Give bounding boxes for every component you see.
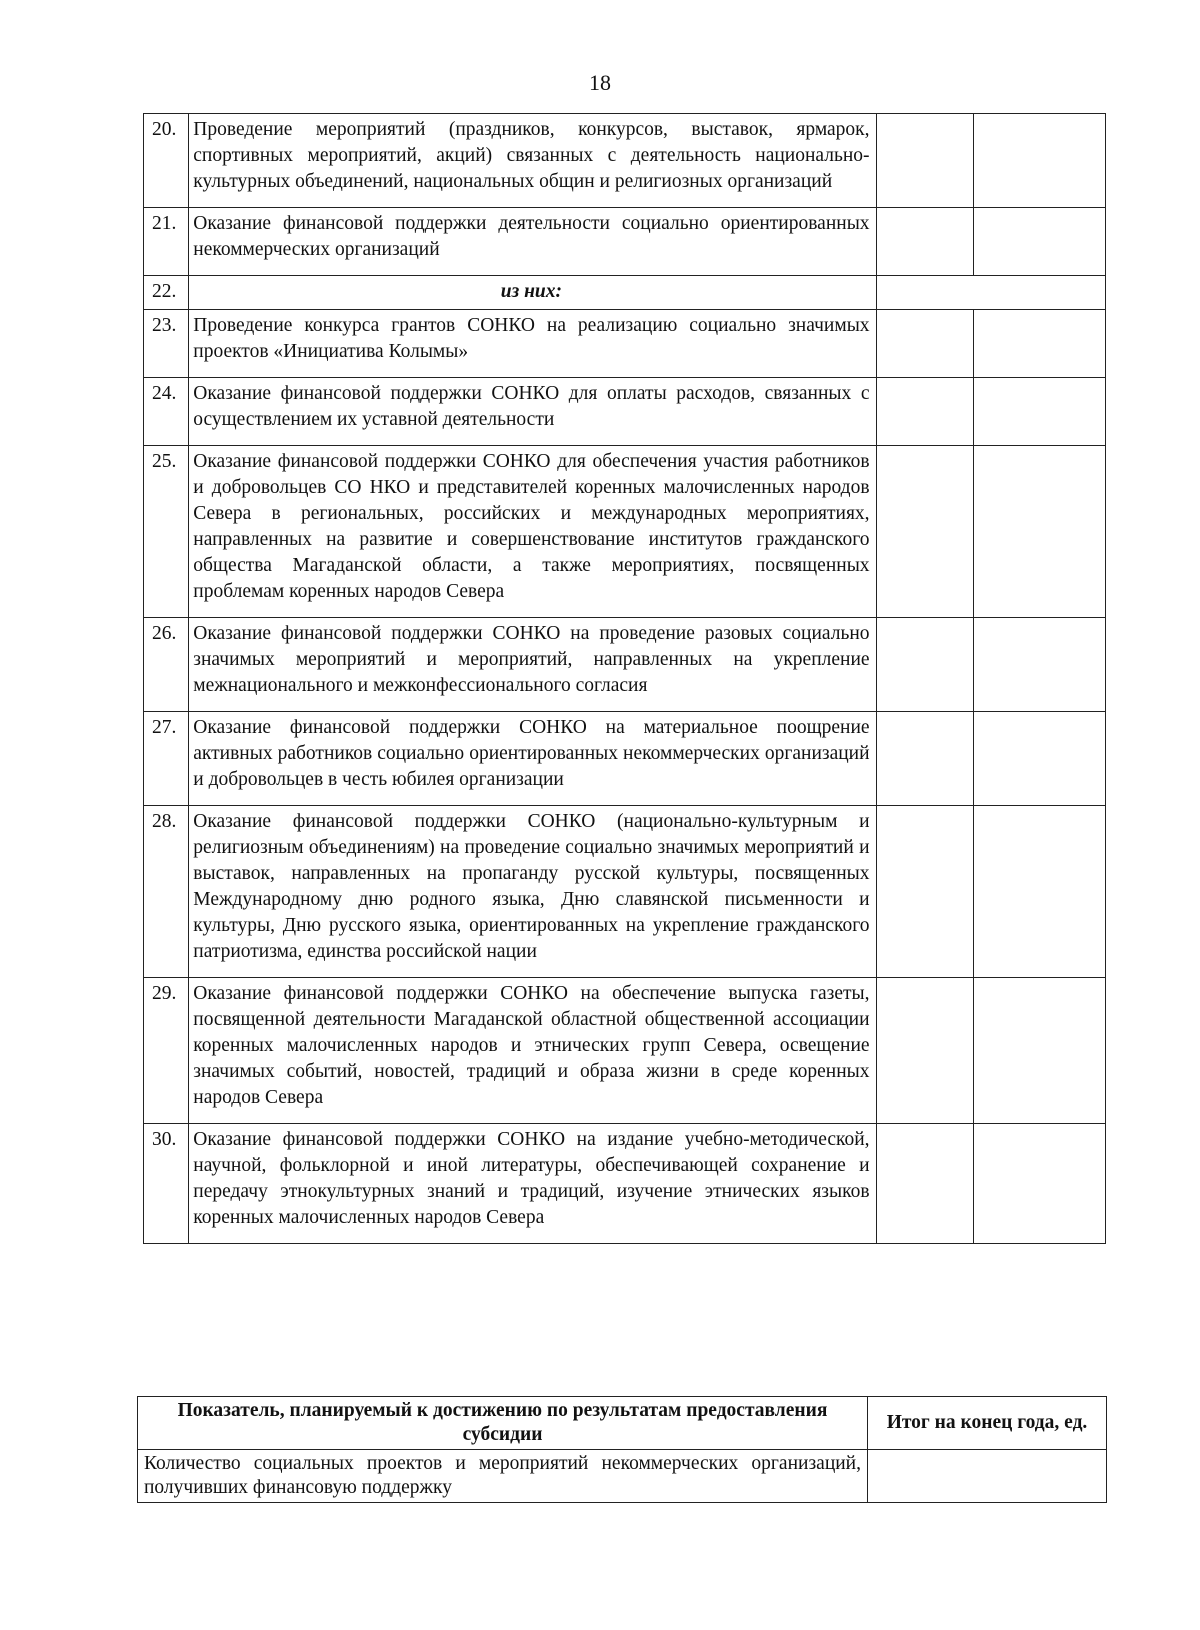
value-cell <box>876 618 974 712</box>
value-cell <box>876 276 1105 310</box>
value-cell <box>974 712 1106 806</box>
value-cell <box>876 114 974 208</box>
row-text: Оказание финансовой поддержки СОНКО на проведение разовых социально значимых мероприятий и мероприятий, направленных на укрепление межнационального и межконфессионального согласия <box>189 618 876 712</box>
row-text: Оказание финансовой поддержки СОНКО на материальное поощрение активных работников социально ориентированных некоммерческих организаций и добровольцев в честь юбилея организации <box>189 712 876 806</box>
value-cell <box>876 978 974 1124</box>
table-row <box>144 618 1106 712</box>
subheading: из них: <box>189 276 876 310</box>
row-text: Оказание финансовой поддержки СОНКО (национально-культурным и религиозным объединениям) на проведение социально значимых мероприятий и выставок, направленных на пропаганду русской культуры, посвященных Международному дню родного языка, Дню славянской письменности и культуры, Дню русского языка, ориентированных на укрепление гражданского патриотизма, единства российской нации <box>189 806 876 978</box>
value-cell <box>974 618 1106 712</box>
row-number: 25. <box>144 446 189 618</box>
value-cell <box>974 310 1106 378</box>
row-number: 24. <box>144 378 189 446</box>
row-number: 22. <box>144 276 189 310</box>
value-cell <box>876 806 974 978</box>
value-cell <box>974 978 1106 1124</box>
total-header: Итог на конец года, ед. <box>868 1397 1107 1450</box>
value-cell <box>974 378 1106 446</box>
summary-table <box>137 1396 1107 1503</box>
value-cell <box>974 446 1106 618</box>
row-text: Оказание финансовой поддержки СОНКО для оплаты расходов, связанных с осуществлением их уставной деятельности <box>189 378 876 446</box>
row-text: Оказание финансовой поддержки СОНКО для обеспечения участия работников и добровольцев СО НКО и представителей коренных малочисленных народов Севера в региональных, российских и международных мероприятиях, направленных на развитие и совершенствование институтов гражданского общества Магаданской области, а также мероприятиях, посвященных проблемам коренных народов Севера <box>189 446 876 618</box>
value-cell <box>974 1124 1106 1244</box>
value-cell <box>974 208 1106 276</box>
row-text: Оказание финансовой поддержки СОНКО на обеспечение выпуска газеты, посвященной деятельности Магаданской областной общественной ассоциации коренных малочисленных народов и этнических групп Севера, освещение значимых событий, новостей, традиций и образа жизни в среде коренных народов Севера <box>189 978 876 1124</box>
row-number: 30. <box>144 1124 189 1244</box>
table-row <box>144 712 1106 806</box>
value-cell <box>974 114 1106 208</box>
summary-header-row <box>138 1397 1107 1450</box>
summary-row <box>138 1450 1107 1503</box>
table-row <box>144 446 1106 618</box>
total-value-cell <box>868 1450 1107 1503</box>
table-row <box>144 378 1106 446</box>
row-text: Проведение мероприятий (праздников, конкурсов, выставок, ярмарок, спортивных мероприятий, акций) связанных с деятельность национально-культурных объединений, национальных общин и религиозных организаций <box>189 114 876 208</box>
row-number: 21. <box>144 208 189 276</box>
row-number: 20. <box>144 114 189 208</box>
value-cell <box>876 1124 974 1244</box>
row-number: 23. <box>144 310 189 378</box>
row-number: 29. <box>144 978 189 1124</box>
value-cell <box>876 446 974 618</box>
table-row <box>144 310 1106 378</box>
value-cell <box>876 310 974 378</box>
indicator-header: Показатель, планируемый к достижению по результатам предоставления субсидии <box>138 1397 868 1450</box>
table-row <box>144 806 1106 978</box>
table-row <box>144 208 1106 276</box>
value-cell <box>974 806 1106 978</box>
table-row <box>144 1124 1106 1244</box>
value-cell <box>876 208 974 276</box>
activities-table <box>143 113 1106 1244</box>
row-number: 28. <box>144 806 189 978</box>
table-row <box>144 978 1106 1124</box>
row-text: Проведение конкурса грантов СОНКО на реализацию социально значимых проектов «Инициатива Колымы» <box>189 310 876 378</box>
value-cell <box>876 378 974 446</box>
table-row <box>144 276 1106 310</box>
table-row <box>144 114 1106 208</box>
page-number: 18 <box>589 70 611 95</box>
row-number: 27. <box>144 712 189 806</box>
row-text: Оказание финансовой поддержки СОНКО на издание учебно-методической, научной, фольклорной и иной литературы, обеспечивающей сохранение и передачу этнокультурных знаний и традиций, изучение этнических языков коренных малочисленных народов Севера <box>189 1124 876 1244</box>
row-number: 26. <box>144 618 189 712</box>
value-cell <box>876 712 974 806</box>
row-text: Оказание финансовой поддержки деятельности социально ориентированных некоммерческих организаций <box>189 208 876 276</box>
indicator-text: Количество социальных проектов и мероприятий некоммерческих организаций, получивших финансовую поддержку <box>138 1450 868 1503</box>
